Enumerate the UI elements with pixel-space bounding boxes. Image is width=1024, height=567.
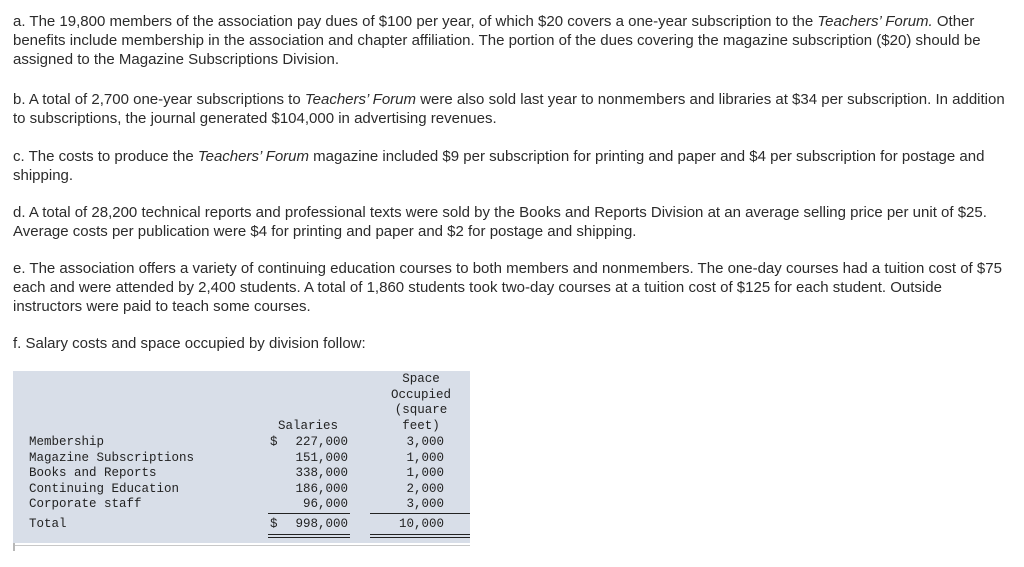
paragraph-e-text-1: e. The association offers a variety of continuing education courses to both members and nonmembers. The one-day courses had a tuition cost of $75 each and were attended by 2,400 students. A total of 1,860 students took two-day courses at a tuition cost of $125 for each student. Outside instructors were paid to teach some courses. xyxy=(13,260,1002,315)
header-space-line-2: Occupied xyxy=(390,387,451,402)
paragraph-d-text-1: d. A total of 28,200 technical reports and professional texts were sold by the Books and Reports Division at an average selling price per unit of $25. Average costs per publication were $4 for printing and paper and $2 for postage and shipping. xyxy=(13,204,987,240)
row-label: Magazine Subscriptions xyxy=(29,450,195,465)
salaries-subtotal-rule xyxy=(268,513,350,514)
paragraph-a xyxy=(13,12,1013,69)
salary-value: 96,000 xyxy=(302,497,348,512)
row-label: Corporate staff xyxy=(29,497,142,512)
table-row xyxy=(13,451,470,467)
row-space: 3,000 xyxy=(406,497,444,512)
table-row xyxy=(13,466,470,482)
header-space-line-4: feet) xyxy=(402,418,440,433)
paragraph-b-text-2: were also sold last year to nonmembers and libraries at $34 per subscription. In addition to subscriptions, the journal generated $104,000 in advertising revenues. xyxy=(13,91,1005,127)
row-salaries xyxy=(268,482,348,498)
paragraph-c-text-2: magazine included $9 per subscription for printing and paper and $4 per subscription for postage and shipping. xyxy=(13,148,985,184)
space-subtotal-rule xyxy=(370,513,470,514)
table-body xyxy=(13,435,470,513)
salary-value: 151,000 xyxy=(295,450,348,465)
row-salaries xyxy=(268,435,348,451)
row-space: 2,000 xyxy=(406,481,444,496)
paragraph-f xyxy=(13,334,1013,353)
paragraph-f-text-1: f. Salary costs and space occupied by division follow: xyxy=(13,335,366,352)
salary-value: 186,000 xyxy=(295,481,348,496)
salaries-total-rule-1 xyxy=(268,534,350,535)
row-salaries xyxy=(268,466,348,482)
paragraph-c xyxy=(13,147,1013,185)
paragraph-b-text-1: b. A total of 2,700 one-year subscriptions to xyxy=(13,91,305,108)
salary-space-table xyxy=(13,371,470,551)
paragraph-b xyxy=(13,90,1013,128)
paragraph-b-journal-title: Teachers’ Forum xyxy=(304,91,417,108)
row-space: 1,000 xyxy=(406,466,444,481)
paragraph-c-journal-title: Teachers’ Forum xyxy=(197,148,309,165)
currency-sign: $ xyxy=(270,517,278,531)
paragraph-a-journal-title: Teachers’ Forum. xyxy=(817,13,933,30)
salaries-total-rule-2 xyxy=(268,537,350,538)
salary-value: 227,000 xyxy=(295,435,348,449)
table-row xyxy=(13,497,470,513)
table-row xyxy=(13,482,470,498)
table-corner-mark xyxy=(13,543,15,551)
salary-value: 998,000 xyxy=(295,517,348,531)
paragraph-e xyxy=(13,259,1013,316)
salary-value: 338,000 xyxy=(295,466,348,481)
table-total-row xyxy=(13,517,470,533)
header-salaries: Salaries xyxy=(277,419,338,433)
table-bottom-border xyxy=(13,545,470,546)
paragraph-d xyxy=(13,203,1013,241)
row-space: 3,000 xyxy=(406,435,444,449)
total-salaries xyxy=(268,517,348,533)
paragraph-a-text-2: Other benefits include membership in the association and chapter affiliation. The portion of the dues covering the magazine subscription ($20) should be assigned to the Magazine Subscriptions Division. xyxy=(13,13,981,68)
paragraph-c-text-1: c. The costs to produce the xyxy=(13,148,198,165)
currency-sign: $ xyxy=(270,435,278,449)
row-label: Books and Reports xyxy=(29,466,157,481)
space-total-rule-1 xyxy=(370,534,470,535)
row-salaries xyxy=(268,497,348,513)
table-row xyxy=(13,435,470,451)
row-label: Membership xyxy=(29,435,105,449)
row-space: 1,000 xyxy=(406,450,444,465)
row-label: Continuing Education xyxy=(29,481,180,496)
total-space: 10,000 xyxy=(398,517,444,531)
total-label: Total xyxy=(29,517,67,531)
paragraph-a-text-1: a. The 19,800 members of the association pay dues of $100 per year, of which $20 covers a one-year subscription to the xyxy=(13,13,818,30)
space-total-rule-2 xyxy=(370,537,470,538)
header-space-occupied xyxy=(380,372,462,434)
header-space-line-3: (square xyxy=(394,403,448,418)
row-salaries xyxy=(268,451,348,467)
header-space-line-1: Space xyxy=(402,372,440,386)
